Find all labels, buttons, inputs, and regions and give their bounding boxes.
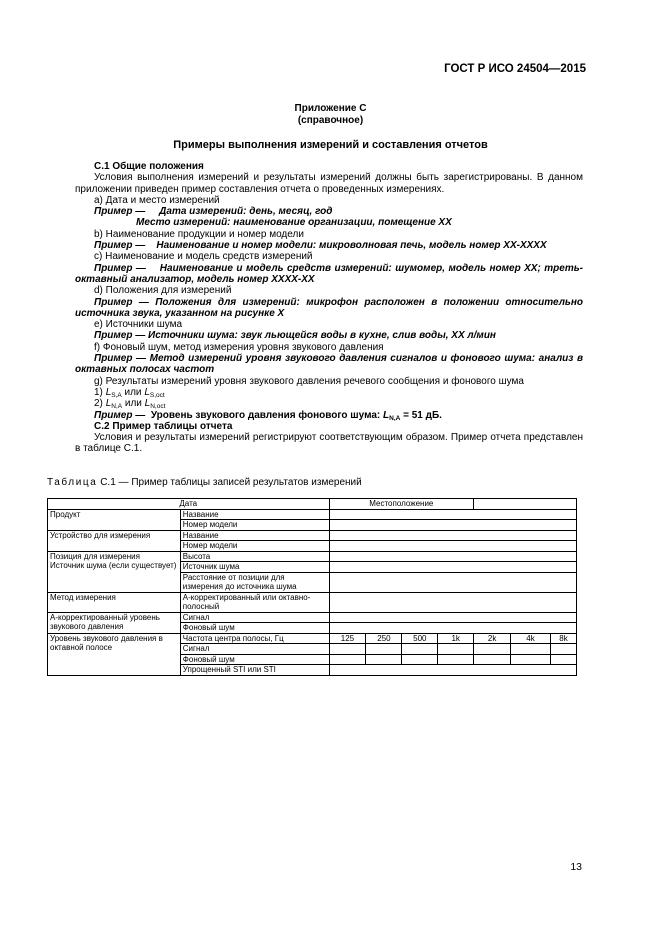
annex-title-block bbox=[0, 103, 661, 127]
table-cell-band: 4k bbox=[511, 633, 551, 644]
annex-subtitle: (справочное) bbox=[297, 115, 364, 126]
example-label: Пример — bbox=[94, 240, 146, 252]
table-cell-position bbox=[48, 551, 181, 592]
table-cell-value bbox=[550, 654, 576, 665]
position-label: Позиция для измерения bbox=[50, 551, 140, 561]
annex-title: Приложение С bbox=[294, 103, 367, 114]
conjunction: или bbox=[124, 398, 142, 410]
table-cell-location: Местоположение bbox=[329, 499, 474, 510]
symbol: L bbox=[144, 386, 150, 398]
section-2-text: Условия и результаты измерений регистрируют соответствующим образом. Пример отчета представлен в таблице С.1. bbox=[75, 432, 583, 455]
item-g-example bbox=[75, 410, 583, 421]
table-cell-octave-level: Уровень звукового давления в октавной полосе bbox=[48, 633, 181, 675]
list-number: 1) bbox=[94, 386, 103, 398]
table-row bbox=[48, 612, 577, 623]
symbol-subscript: N,oct bbox=[150, 403, 166, 411]
report-table bbox=[47, 498, 577, 676]
table-cell-location-value bbox=[474, 499, 577, 510]
table-cell-center-freq: Частота центра полосы, Гц bbox=[180, 633, 329, 644]
table-caption-label: Таблица bbox=[47, 477, 98, 488]
symbol: L bbox=[144, 398, 151, 410]
table-cell-device-name: Название bbox=[180, 530, 329, 541]
section-1-title: С.1 Общие положения bbox=[94, 161, 204, 172]
symbol: L bbox=[383, 409, 390, 421]
symbol: L bbox=[105, 386, 112, 398]
example-value: = 51 дБ. bbox=[403, 409, 442, 421]
example-label: Пример — bbox=[94, 262, 146, 274]
symbol-subscript: S,A bbox=[111, 391, 122, 399]
page-number: 13 bbox=[570, 861, 582, 873]
table-cell-value bbox=[329, 623, 577, 634]
symbol-subscript: N,A bbox=[389, 414, 401, 422]
table-cell-value bbox=[438, 644, 474, 655]
table-cell-value bbox=[329, 530, 577, 541]
table-row bbox=[48, 633, 577, 644]
table-row bbox=[48, 530, 577, 541]
table-cell-value bbox=[366, 644, 402, 655]
table-row bbox=[48, 509, 577, 520]
table-cell-value bbox=[329, 520, 577, 531]
table-cell-band: 8k bbox=[550, 633, 576, 644]
table-cell-value bbox=[402, 644, 438, 655]
table-cell-value bbox=[329, 654, 366, 665]
example-label: Пример — bbox=[94, 330, 146, 342]
table-caption-text: С.1 — Пример таблицы записей результатов измерений bbox=[100, 477, 362, 488]
table-cell-product: Продукт bbox=[48, 509, 181, 530]
table-cell-background: Фоновый шум bbox=[180, 623, 329, 634]
table-cell-value bbox=[550, 644, 576, 655]
table-cell-band: 2k bbox=[474, 633, 511, 644]
item-g-1 bbox=[75, 387, 583, 398]
example-text: Источники шума: звук льющейся воды в кухне, слив воды, ХХ л/мин bbox=[148, 330, 496, 342]
example-label: Пример — bbox=[94, 206, 146, 218]
table-cell-signal: Сигнал bbox=[180, 612, 329, 623]
item-a-example bbox=[75, 206, 583, 217]
table-row bbox=[48, 592, 577, 612]
table-cell-sti: Упрощенный STI или STI bbox=[180, 665, 329, 676]
table-cell-method: Метод измерения bbox=[48, 592, 181, 612]
table-cell-value bbox=[329, 612, 577, 623]
table-cell-value bbox=[474, 644, 511, 655]
item-f-example bbox=[75, 353, 583, 376]
table-cell-band: 250 bbox=[366, 633, 402, 644]
table-cell-product-model: Номер модели bbox=[180, 520, 329, 531]
example-text: Дата измерений: день, месяц, год bbox=[159, 206, 333, 218]
table-cell-value bbox=[402, 654, 438, 665]
table-cell-value bbox=[366, 654, 402, 665]
annex-heading: Примеры выполнения измерений и составления отчетов bbox=[173, 139, 488, 151]
table-row bbox=[48, 551, 577, 562]
conjunction: или bbox=[124, 386, 142, 398]
example-text: Наименование и номер модели: микроволновая печь, модель номер ХХ-ХХХХ bbox=[156, 240, 547, 252]
table-cell-date: Дата bbox=[48, 499, 330, 510]
table-cell-value bbox=[438, 654, 474, 665]
item-e-example bbox=[75, 330, 583, 341]
table-cell-oct-background: Фоновый шум bbox=[180, 654, 329, 665]
example-text: Уровень звукового давления фонового шума: bbox=[150, 409, 381, 421]
example-label: Пример — bbox=[94, 296, 149, 308]
table-cell-band: 500 bbox=[402, 633, 438, 644]
list-number: 2) bbox=[94, 398, 103, 410]
symbol-subscript: N,A bbox=[111, 403, 123, 411]
symbol-subscript: S,oct bbox=[149, 391, 165, 399]
table-cell-value bbox=[329, 541, 577, 552]
table-cell-value bbox=[511, 654, 551, 665]
item-b-example bbox=[75, 240, 583, 251]
table-cell-source: Источник шума bbox=[180, 562, 329, 573]
table-cell-value bbox=[474, 654, 511, 665]
item-a-example-2: Место измерений: наименование организации, помещение ХХ bbox=[136, 217, 452, 229]
table-cell-a-level: А-корректированный уровень звукового давления bbox=[48, 612, 181, 633]
table-cell-height: Высота bbox=[180, 551, 329, 562]
table-cell-device: Устройство для измерения bbox=[48, 530, 181, 551]
table-row bbox=[48, 499, 577, 510]
document-standard-header: ГОСТ Р ИСО 24504—2015 bbox=[444, 63, 586, 75]
table-cell-distance: Расстояние от позиции для измерения до источника шума bbox=[180, 572, 329, 592]
item-f: f) Фоновый шум, метод измерения уровня звукового давления bbox=[94, 341, 384, 353]
example-text: Метод измерений уровня звукового давления сигналов и фонового шума: анализ в октавных полосах частот bbox=[75, 353, 583, 376]
table-cell-band: 125 bbox=[329, 633, 366, 644]
example-label: Пример — bbox=[94, 353, 147, 365]
table-cell-device-model: Номер модели bbox=[180, 541, 329, 552]
table-caption bbox=[47, 477, 362, 488]
table-cell-value bbox=[329, 572, 577, 592]
item-b: b) Наименование продукции и номер модели bbox=[94, 228, 304, 240]
item-c-example bbox=[75, 263, 583, 286]
table-cell-value bbox=[329, 551, 577, 562]
table-cell-value bbox=[329, 592, 577, 612]
example-text: Наименование и модель средств измерений: шумомер, модель номер ХХ; треть-октавный анализатор, модель номер ХХХХ-ХХ bbox=[75, 262, 583, 285]
table-cell-product-name: Название bbox=[180, 509, 329, 520]
item-a: а) Дата и место измерений bbox=[94, 194, 220, 206]
item-g-2 bbox=[75, 398, 583, 409]
section-2-title: С.2 Пример таблицы отчета bbox=[94, 420, 233, 432]
table-cell-value bbox=[511, 644, 551, 655]
table-cell-value bbox=[329, 644, 366, 655]
table-cell-method-value: А-корректированный или октавно-полосный bbox=[180, 592, 329, 612]
symbol: L bbox=[105, 398, 112, 410]
table-cell-band: 1k bbox=[438, 633, 474, 644]
body-text bbox=[75, 161, 583, 455]
table-cell-value bbox=[329, 665, 577, 676]
item-e: е) Источники шума bbox=[94, 319, 183, 331]
example-text: Положения для измерений: микрофон расположен в положении относительно источника звука, указанном на рисунке Х bbox=[75, 296, 584, 319]
table-cell-value bbox=[329, 509, 577, 520]
table-cell-value bbox=[329, 562, 577, 573]
section-1-intro: Условия выполнения измерений и результаты измерений должны быть зарегистрированы. В данном приложении приведен пример составления отчета о проведенных измерениях. bbox=[75, 172, 583, 195]
item-d: d) Положения для измерений bbox=[94, 285, 232, 297]
item-g: g) Результаты измерений уровня звукового давления речевого сообщения и фонового шума bbox=[94, 375, 524, 387]
table-cell-oct-signal: Сигнал bbox=[180, 644, 329, 655]
source-label: Источник шума (если существует) bbox=[50, 561, 177, 570]
item-d-example bbox=[75, 297, 583, 320]
example-label: Пример — bbox=[94, 409, 146, 421]
item-c: c) Наименование и модель средств измерений bbox=[94, 251, 313, 263]
